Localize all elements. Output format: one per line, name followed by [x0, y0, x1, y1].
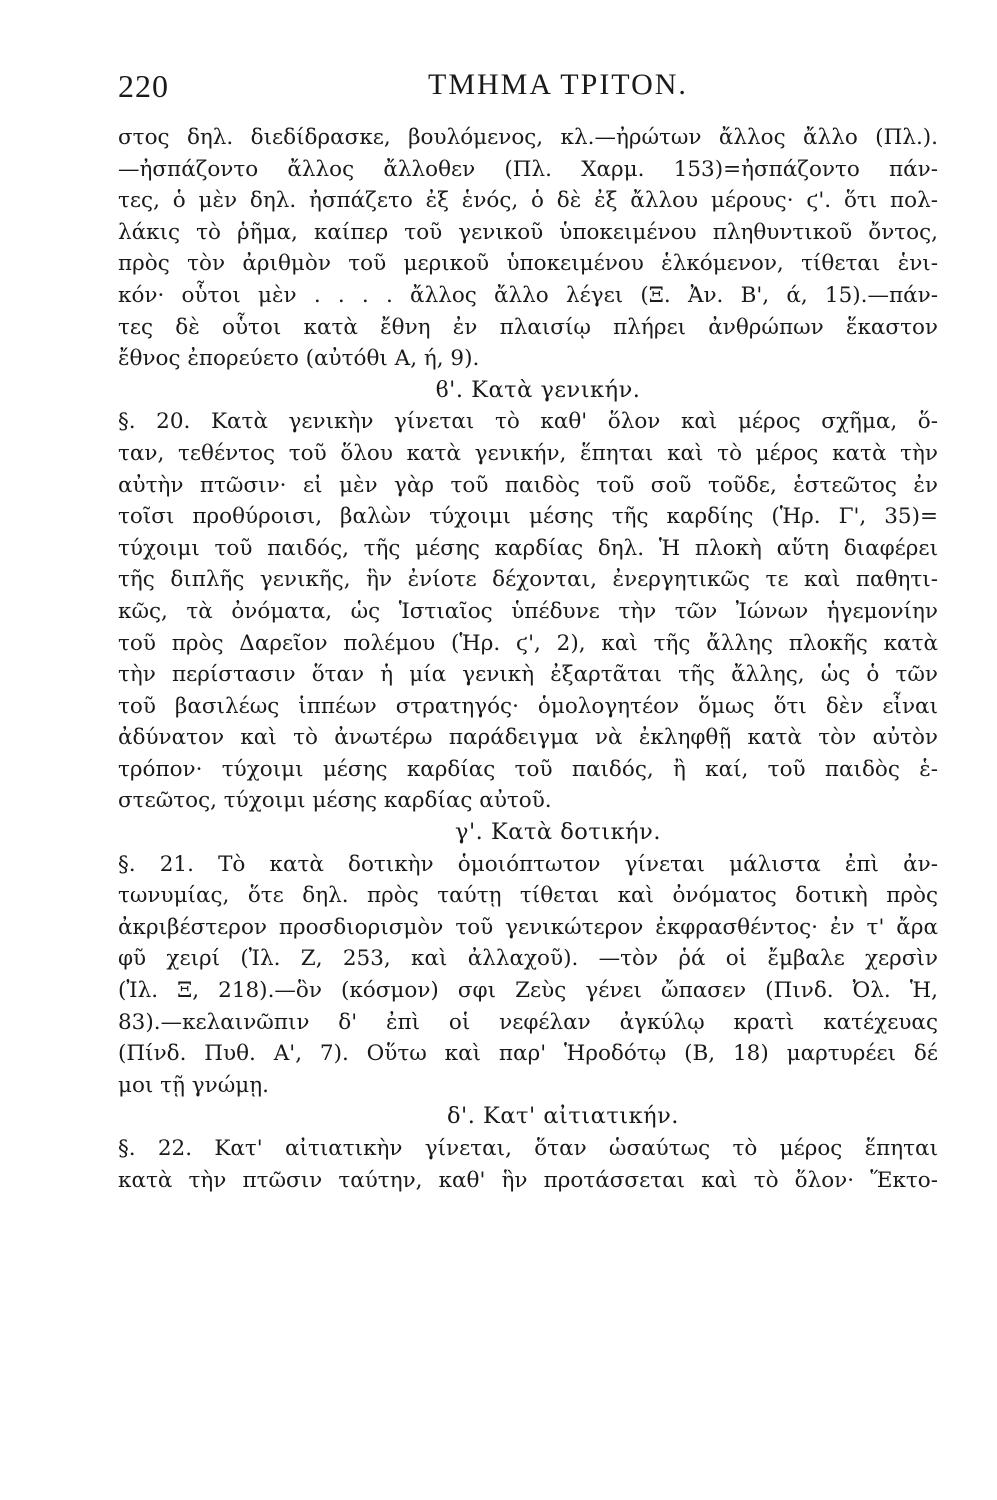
- text-line: 83).—κελαινῶπιν δ' ἐπὶ οἱ νεφέλαν ἀγκύλῳ κρατὶ κατέχευας: [118, 1009, 938, 1035]
- text-line: τωνυμίας, ὅτε δηλ. πρὸς ταύτῃ τίθεται καὶ ὀνόματος δοτικὴ πρὸς: [118, 883, 938, 909]
- page-number: 220: [118, 68, 169, 104]
- text-line: ἀδύνατον καὶ τὸ ἀνωτέρω παράδειγμα νὰ ἐκληφθῇ κατὰ τὸν αὐτὸν: [118, 725, 938, 751]
- text-line: τοῖσι προθύροισι, βαλὼν τύχοιμι μέσης τῆς καρδίης (Ἡρ. Γ', 35)=: [118, 504, 938, 530]
- text-line: ἀκριβέστερον προσδιορισμὸν τοῦ γενικώτερον ἐκφρασθέντος· ἐν τ' ἄρα: [118, 914, 938, 940]
- text-line: (Ἰλ. Ξ, 218).—ὃν (κόσμον) σφι Ζεὺς γένει ὤπασεν (Πινδ. Ὀλ. Ἡ,: [118, 978, 938, 1004]
- text-line: τες δὲ οὗτοι κατὰ ἔθνη ἐν πλαισίῳ πλήρει ἀνθρώπων ἕκαστον: [118, 314, 938, 340]
- section-heading: δ'. Κατ' αἰτιατικήν.: [447, 1103, 679, 1130]
- text-line: πρὸς τὸν ἀριθμὸν τοῦ μερικοῦ ὑποκειμένου ἑλκόμενον, τίθεται ἑνι-: [118, 251, 938, 277]
- text-line: στεῶτος, τύχοιμι μέσης καρδίας αὐτοῦ.: [118, 788, 552, 814]
- running-head: [118, 68, 878, 112]
- text-line: κατὰ τὴν πτῶσιν ταύτην, καθ' ἣν προτάσσεται καὶ τὸ ὅλον· Ἕκτο-: [118, 1167, 938, 1193]
- text-line: τὴν περίστασιν ὅταν ἡ μία γενικὴ ἐξαρτᾶται τῆς ἄλλης, ὡς ὁ τῶν: [118, 662, 938, 688]
- text-line: ἔθνος ἐπορεύετο (αὐτόθι Α, ή, 9).: [118, 346, 480, 372]
- text-line: τῆς διπλῆς γενικῆς, ἣν ἐνίοτε δέχονται, ἐνεργητικῶς τε καὶ παθητι-: [118, 567, 938, 593]
- text-line: λάκις τὸ ῥῆμα, καίπερ τοῦ γενικοῦ ὑποκειμένου πληθυντικοῦ ὄντος,: [118, 219, 938, 245]
- text-line: φῦ χειρί (Ἰλ. Ζ, 253, καὶ ἀλλαχοῦ). —τὸν ῥά οἱ ἔμβαλε χερσὶν: [118, 946, 938, 972]
- text-line: τρόπον· τύχοιμι μέσης καρδίας τοῦ παιδός, ἢ καί, τοῦ παιδὸς ἑ-: [118, 756, 938, 782]
- text-line: —ἠσπάζοντο ἄλλος ἄλλοθεν (Πλ. Χαρμ. 153)=ἠσπάζοντο πάν-: [118, 156, 938, 182]
- text-line: §. 21. Τὸ κατὰ δοτικὴν ὁμοιόπτωτον γίνεται μάλιστα ἐπὶ ἀν-: [118, 851, 938, 877]
- text-line: τοῦ πρὸς Δαρεῖον πολέμου (Ἡρ. ϛ', 2), καὶ τῆς ἄλλης πλοκῆς κατὰ: [118, 630, 938, 656]
- text-line: §. 22. Κατ' αἰτιατικὴν γίνεται, ὅταν ὡσαύτως τὸ μέρος ἕπηται: [118, 1136, 938, 1161]
- text-line: μοι τῇ γνώμῃ.: [118, 1072, 269, 1098]
- running-title: ΤΜΗΜΑ ΤΡΙΤΟΝ.: [428, 68, 688, 101]
- text-line: κόν· οὗτοι μὲν . . . . ἄλλος ἄλλο λέγει (Ξ. Ἀν. Β', ά, 15).—πάν-: [118, 282, 938, 308]
- text-line: §. 20. Κατὰ γενικὴν γίνεται τὸ καθ' ὅλον καὶ μέρος σχῆμα, ὅ-: [118, 409, 938, 435]
- text-line: τες, ὁ μὲν δηλ. ἠσπάζετο ἐξ ἑνός, ὁ δὲ ἐξ ἄλλου μέρους· ϛ'. ὅτι πολ-: [118, 188, 938, 214]
- text-line: κῶς, τὰ ὀνόματα, ὡς Ἱστιαῖος ὑπέδυνε τὴν τῶν Ἰώνων ἡγεμονίην: [118, 598, 938, 624]
- text-line: τύχοιμι τοῦ παιδός, τῆς μέσης καρδίας δηλ. Ἡ πλοκὴ αὕτη διαφέρει: [118, 535, 938, 561]
- text-line: στος δηλ. διεδίδρασκε, βουλόμενος, κλ.—ἠρώτων ἄλλος ἄλλο (Πλ.).: [118, 125, 938, 150]
- text-line: αὐτὴν πτῶσιν· εἰ μὲν γὰρ τοῦ παιδὸς τοῦ σοῦ τοῦδε, ἑστεῶτος ἐν: [118, 472, 938, 498]
- text-line: ταν, τεθέντος τοῦ ὅλου κατὰ γενικήν, ἕπηται καὶ τὸ μέρος κατὰ τὴν: [118, 440, 938, 466]
- body-text: [118, 122, 938, 1196]
- text-line: τοῦ βασιλέως ἱππέων στρατηγός· ὁμολογητέον ὅμως ὅτι δὲν εἶναι: [118, 693, 938, 719]
- text-line: (Πίνδ. Πυθ. Α', 7). Οὕτω καὶ παρ' Ἡροδότῳ (Β, 18) μαρτυρέει δέ: [118, 1041, 938, 1067]
- section-heading: ϐ'. Κατὰ γενικήν.: [435, 376, 641, 403]
- section-heading: γ'. Κατὰ δοτικήν.: [455, 819, 661, 846]
